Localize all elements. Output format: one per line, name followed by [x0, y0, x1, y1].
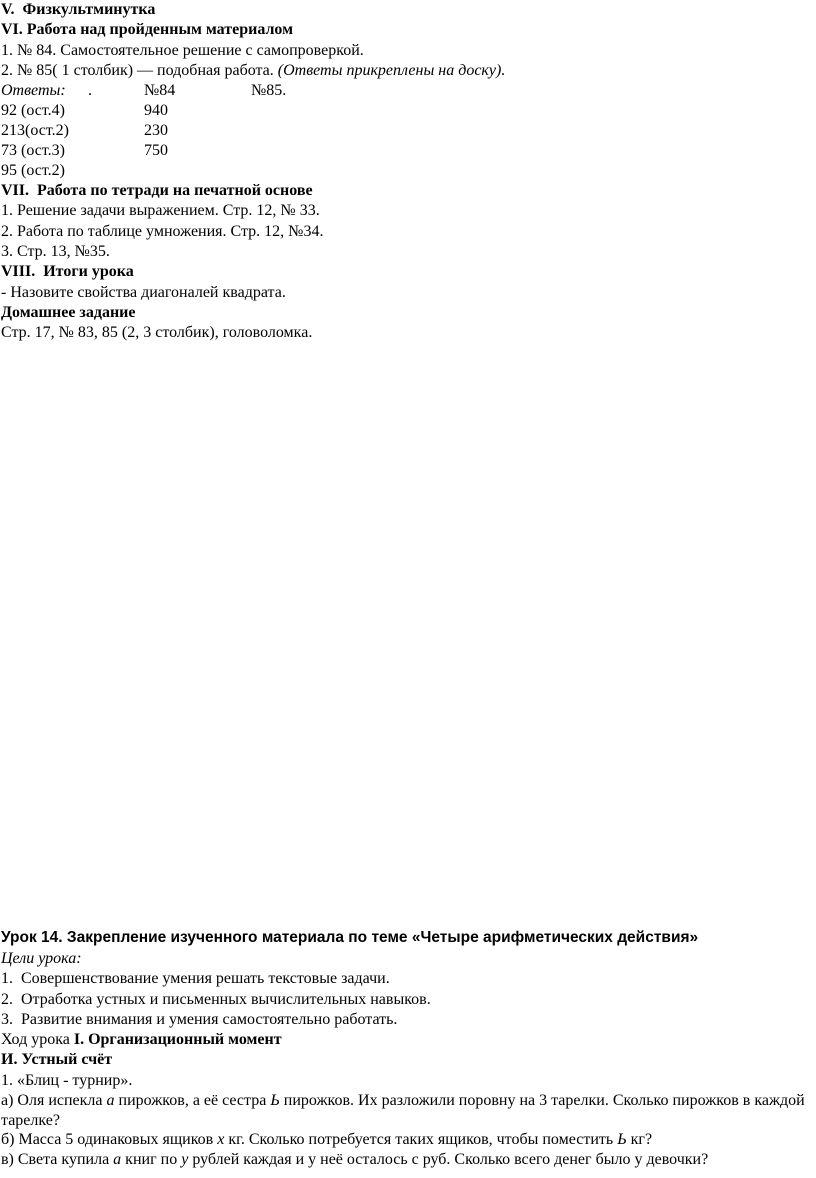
section-heading: VIII. Итоги урока	[1, 263, 134, 281]
answer-84: 73 (ост.3)	[1, 142, 65, 160]
goal-item: 1. Совершенствование умения решать текстовые задачи.	[1, 970, 390, 988]
variable: у	[181, 1151, 189, 1169]
task-text: рублей каждая и у неё осталось с руб. Сколько всего денег было у девочки?	[188, 1151, 709, 1169]
answer-85	[144, 161, 244, 181]
lesson-title: Урок 14. Закрепление изученного материала по теме «Четыре арифметических действия»	[1, 929, 699, 946]
variable: Ь	[270, 1092, 280, 1110]
section-heading: I. Организационный момент	[73, 1031, 282, 1049]
task-text: кг. Сколько потребуется таких ящиков, чтобы поместить	[224, 1131, 618, 1149]
answer-84: 92 (ост.4)	[1, 102, 65, 120]
answer-85: 940	[144, 102, 168, 120]
lesson-continuation	[1, 0, 801, 344]
variable: а	[106, 1092, 115, 1110]
variable: а	[113, 1151, 122, 1169]
answer-84: 95 (ост.2)	[1, 162, 65, 180]
task-text: пирожков. Их разложили поровну на 3 тарелки. Сколько пирожков в каждой тарелке?	[1, 1092, 805, 1129]
task-text: б) Масса 5 одинаковых ящиков	[1, 1131, 218, 1149]
answers-header	[1, 81, 801, 101]
homework-title: Домашнее задание	[1, 303, 136, 321]
section-heading: И. Устный счёт	[1, 1051, 113, 1069]
list-item: 3. Стр. 13, №35.	[1, 243, 110, 261]
item-note: (Ответы прикреплены на доску).	[277, 61, 506, 79]
goals-label: Цели урока:	[1, 950, 82, 967]
answers-dot: .	[88, 82, 92, 100]
answer-85: 750	[144, 142, 168, 160]
variable: х	[217, 1131, 225, 1149]
list-item: 1. № 84. Самостоятельное решение с самопроверкой.	[1, 41, 364, 59]
goal-item: 3. Развитие внимания и умения самостоятельно работать.	[1, 1010, 398, 1028]
homework-text: Стр. 17, № 83, 85 (2, 3 столбик), головоломка.	[1, 324, 313, 342]
answer-85: 230	[144, 122, 168, 140]
goal-item: 2. Отработка устных и письменных вычислительных навыков.	[1, 990, 431, 1008]
answers-row	[1, 161, 801, 181]
answers-col-84: №84	[144, 82, 176, 100]
answers-label: Ответы:	[1, 82, 66, 100]
answers-row	[1, 101, 801, 121]
variable: Ь	[617, 1131, 627, 1149]
task-text: книг по	[121, 1151, 182, 1169]
list-item: 2. Работа по таблице умножения. Стр. 12, №34.	[1, 222, 324, 240]
task-b	[1, 1130, 809, 1150]
list-item: - Назовите свойства диагоналей квадрата.	[1, 283, 286, 301]
section-heading: VII. Работа по тетради на печатной основе	[1, 182, 313, 200]
list-item: 1. «Блиц - турнир».	[1, 1071, 133, 1089]
section-heading: V. Физкультминутка	[1, 1, 156, 18]
answers-row	[1, 121, 801, 141]
task-text: в) Света купила	[1, 1151, 114, 1169]
lesson-14	[1, 927, 809, 1171]
list-item	[1, 61, 801, 81]
answers-col-85: №85.	[251, 82, 287, 100]
task-text: а) Оля испекла	[1, 1092, 107, 1110]
task-c	[1, 1150, 809, 1170]
task-text: пирожков, а её сестра	[114, 1092, 271, 1110]
list-item: 1. Решение задачи выражением. Стр. 12, № 33.	[1, 202, 320, 220]
section-heading: VI. Работа над пройденным материалом	[1, 21, 294, 39]
task-a	[1, 1091, 809, 1130]
item-text: 2. № 85( 1 столбик) — подобная работа.	[1, 61, 278, 79]
task-text: кг?	[626, 1131, 653, 1149]
answer-84: 213(ост.2)	[1, 122, 69, 140]
answers-row	[1, 141, 801, 161]
course-prefix: Ход урока	[1, 1031, 74, 1049]
course-line	[1, 1030, 809, 1050]
